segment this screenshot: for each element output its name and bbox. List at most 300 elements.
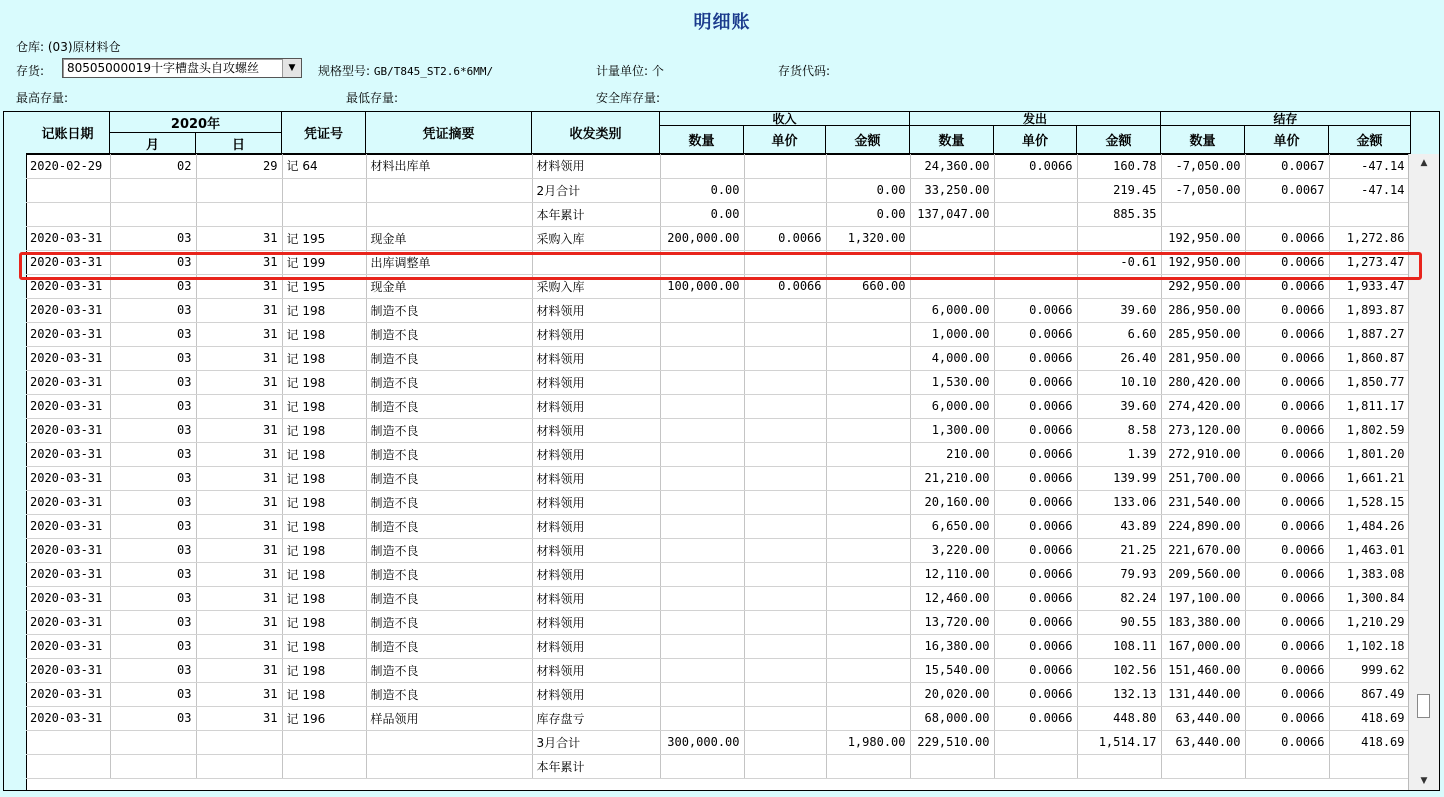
cell-date: 2020-03-31 <box>26 586 110 610</box>
header-day: 日 <box>196 133 282 154</box>
cell-issue-qty: 21,210.00 <box>910 466 994 490</box>
cell-issue-qty: 6,650.00 <box>910 514 994 538</box>
cell-voucher-no: 记 198 <box>282 538 366 562</box>
table-row[interactable] <box>26 418 1409 442</box>
cell-issue-amount: 219.45 <box>1077 178 1161 202</box>
cell-issue-qty: 15,540.00 <box>910 658 994 682</box>
cell-issue-amount <box>1077 274 1161 298</box>
table-row[interactable] <box>26 706 1409 730</box>
cell-issue-price <box>994 250 1077 274</box>
cell-issue-amount: 160.78 <box>1077 154 1161 178</box>
cell-issue-price: 0.0066 <box>994 514 1077 538</box>
cell-issue-price: 0.0066 <box>994 490 1077 514</box>
cell-issue-amount <box>1077 226 1161 250</box>
cell-income-price <box>744 538 826 562</box>
cell-month: 03 <box>110 418 196 442</box>
cell-voucher-no: 记 198 <box>282 610 366 634</box>
cell-income-qty <box>660 586 744 610</box>
cell-category: 材料领用 <box>532 682 660 706</box>
cell-day: 31 <box>196 706 282 730</box>
cell-income-amount: 0.00 <box>826 178 910 202</box>
cell-summary: 出库调整单 <box>366 250 532 274</box>
cell-summary: 制造不良 <box>366 586 532 610</box>
header-income-price: 单价 <box>744 126 826 154</box>
header-issue-amount: 金额 <box>1077 126 1161 154</box>
cell-balance-qty: 221,670.00 <box>1161 538 1245 562</box>
max-stock-label: 最高存量: <box>16 91 69 105</box>
cell-day: 29 <box>196 154 282 178</box>
cell-summary: 制造不良 <box>366 538 532 562</box>
warehouse-info <box>16 38 121 55</box>
cell-category: 本年累计 <box>532 754 660 778</box>
cell-balance-price: 0.0066 <box>1245 322 1329 346</box>
cell-issue-qty: 20,160.00 <box>910 490 994 514</box>
cell-category: 采购入库 <box>532 274 660 298</box>
table-row[interactable] <box>26 754 1409 778</box>
cell-issue-amount: 139.99 <box>1077 466 1161 490</box>
table-row[interactable] <box>26 370 1409 394</box>
cell-balance-amount: 1,801.20 <box>1329 442 1409 466</box>
header-month: 月 <box>110 133 196 154</box>
cell-issue-qty: 16,380.00 <box>910 634 994 658</box>
cell-voucher-no: 记 198 <box>282 634 366 658</box>
cell-income-amount <box>826 754 910 778</box>
cell-issue-amount: 448.80 <box>1077 706 1161 730</box>
table-row[interactable] <box>26 178 1409 202</box>
cell-balance-qty: 63,440.00 <box>1161 730 1245 754</box>
table-row[interactable] <box>26 442 1409 466</box>
cell-issue-price <box>994 226 1077 250</box>
table-row[interactable] <box>26 154 1409 178</box>
cell-balance-qty: 251,700.00 <box>1161 466 1245 490</box>
cell-income-price <box>744 442 826 466</box>
cell-income-price <box>744 610 826 634</box>
cell-voucher-no <box>282 730 366 754</box>
cell-voucher-no: 记 196 <box>282 706 366 730</box>
table-row[interactable] <box>26 658 1409 682</box>
cell-month: 03 <box>110 538 196 562</box>
cell-issue-price <box>994 754 1077 778</box>
warehouse-label: 仓库: <box>16 40 45 54</box>
cell-summary: 制造不良 <box>366 298 532 322</box>
scroll-thumb[interactable] <box>1417 694 1430 718</box>
cell-issue-amount: -0.61 <box>1077 250 1161 274</box>
table-row[interactable] <box>26 466 1409 490</box>
scroll-down-icon[interactable]: ▼ <box>1420 776 1428 786</box>
cell-issue-qty: 6,000.00 <box>910 394 994 418</box>
table-row[interactable] <box>26 634 1409 658</box>
cell-issue-price: 0.0066 <box>994 466 1077 490</box>
cell-date: 2020-03-31 <box>26 658 110 682</box>
cell-summary: 现金单 <box>366 274 532 298</box>
cell-month: 03 <box>110 634 196 658</box>
cell-issue-amount: 10.10 <box>1077 370 1161 394</box>
cell-balance-amount: -47.14 <box>1329 154 1409 178</box>
cell-balance-price: 0.0066 <box>1245 730 1329 754</box>
table-row[interactable] <box>26 610 1409 634</box>
cell-day: 31 <box>196 442 282 466</box>
cell-balance-amount: 1,661.21 <box>1329 466 1409 490</box>
cell-balance-amount: 1,893.87 <box>1329 298 1409 322</box>
cell-voucher-no: 记 64 <box>282 154 366 178</box>
cell-category <box>532 250 660 274</box>
cell-summary: 样品领用 <box>366 706 532 730</box>
cell-day <box>196 754 282 778</box>
cell-voucher-no: 记 198 <box>282 346 366 370</box>
cell-income-amount <box>826 370 910 394</box>
cell-date: 2020-03-31 <box>26 370 110 394</box>
cell-date: 2020-03-31 <box>26 442 110 466</box>
unit-info <box>596 62 664 79</box>
cell-balance-price: 0.0066 <box>1245 658 1329 682</box>
cell-balance-price: 0.0066 <box>1245 250 1329 274</box>
cell-issue-qty <box>910 274 994 298</box>
table-row[interactable] <box>26 298 1409 322</box>
cell-summary: 制造不良 <box>366 610 532 634</box>
warehouse-value: (03)原材料仓 <box>47 40 121 54</box>
cell-issue-price: 0.0066 <box>994 154 1077 178</box>
cell-day: 31 <box>196 610 282 634</box>
cell-day: 31 <box>196 226 282 250</box>
cell-summary <box>366 202 532 226</box>
header-issue: 发出 <box>910 112 1161 126</box>
cell-issue-amount: 1,514.17 <box>1077 730 1161 754</box>
cell-issue-amount: 39.60 <box>1077 394 1161 418</box>
cell-category: 材料领用 <box>532 634 660 658</box>
cell-balance-price: 0.0067 <box>1245 154 1329 178</box>
cell-balance-amount: 867.49 <box>1329 682 1409 706</box>
cell-issue-qty: 33,250.00 <box>910 178 994 202</box>
cell-summary: 制造不良 <box>366 322 532 346</box>
cell-issue-qty: 1,300.00 <box>910 418 994 442</box>
cell-balance-qty: 274,420.00 <box>1161 394 1245 418</box>
cell-issue-amount: 8.58 <box>1077 418 1161 442</box>
cell-month: 03 <box>110 250 196 274</box>
cell-balance-qty: 151,460.00 <box>1161 658 1245 682</box>
cell-income-amount <box>826 658 910 682</box>
cell-income-qty <box>660 370 744 394</box>
cell-month: 03 <box>110 274 196 298</box>
cell-income-qty <box>660 634 744 658</box>
cell-income-qty <box>660 538 744 562</box>
cell-balance-qty: 231,540.00 <box>1161 490 1245 514</box>
cell-issue-price: 0.0066 <box>994 562 1077 586</box>
code-label: 存货代码: <box>778 64 831 78</box>
cell-issue-price: 0.0066 <box>994 322 1077 346</box>
cell-income-price <box>744 322 826 346</box>
cell-issue-amount: 26.40 <box>1077 346 1161 370</box>
cell-day: 31 <box>196 346 282 370</box>
cell-issue-amount: 21.25 <box>1077 538 1161 562</box>
cell-month: 03 <box>110 514 196 538</box>
cell-balance-qty: 197,100.00 <box>1161 586 1245 610</box>
cell-income-amount <box>826 466 910 490</box>
cell-day: 31 <box>196 562 282 586</box>
cell-month <box>110 202 196 226</box>
cell-date: 2020-03-31 <box>26 250 110 274</box>
cell-balance-amount: 1,802.59 <box>1329 418 1409 442</box>
cell-voucher-no: 记 198 <box>282 298 366 322</box>
cell-category: 材料领用 <box>532 658 660 682</box>
cell-income-amount <box>826 346 910 370</box>
cell-date: 2020-03-31 <box>26 346 110 370</box>
cell-balance-amount <box>1329 202 1409 226</box>
cell-income-qty <box>660 154 744 178</box>
cell-voucher-no <box>282 178 366 202</box>
table-row[interactable] <box>26 562 1409 586</box>
header-issue-price: 单价 <box>994 126 1077 154</box>
cell-voucher-no: 记 198 <box>282 658 366 682</box>
cell-balance-qty: 281,950.00 <box>1161 346 1245 370</box>
cell-summary: 制造不良 <box>366 394 532 418</box>
cell-balance-qty: 192,950.00 <box>1161 250 1245 274</box>
cell-category: 3月合计 <box>532 730 660 754</box>
cell-category: 材料领用 <box>532 370 660 394</box>
header-balance: 结存 <box>1161 112 1411 126</box>
cell-balance-price <box>1245 202 1329 226</box>
cell-summary: 制造不良 <box>366 682 532 706</box>
cell-income-price <box>744 178 826 202</box>
cell-month: 03 <box>110 490 196 514</box>
cell-income-price <box>744 418 826 442</box>
cell-balance-qty: 167,000.00 <box>1161 634 1245 658</box>
cell-summary: 现金单 <box>366 226 532 250</box>
cell-summary: 材料出库单 <box>366 154 532 178</box>
cell-issue-price <box>994 202 1077 226</box>
cell-balance-amount: -47.14 <box>1329 178 1409 202</box>
table-row[interactable] <box>26 514 1409 538</box>
cell-balance-amount: 1,272.86 <box>1329 226 1409 250</box>
cell-balance-amount: 1,102.18 <box>1329 634 1409 658</box>
cell-month: 03 <box>110 562 196 586</box>
cell-issue-amount: 6.60 <box>1077 322 1161 346</box>
cell-summary: 制造不良 <box>366 442 532 466</box>
cell-income-qty <box>660 682 744 706</box>
cell-issue-qty: 137,047.00 <box>910 202 994 226</box>
cell-issue-price: 0.0066 <box>994 706 1077 730</box>
cell-category: 2月合计 <box>532 178 660 202</box>
cell-income-amount <box>826 394 910 418</box>
cell-income-price <box>744 202 826 226</box>
spec-info <box>318 62 493 79</box>
cell-summary: 制造不良 <box>366 418 532 442</box>
table-row[interactable] <box>26 274 1409 298</box>
cell-month: 03 <box>110 226 196 250</box>
cell-balance-qty: 131,440.00 <box>1161 682 1245 706</box>
cell-income-qty <box>660 658 744 682</box>
header-date: 记账日期 <box>26 112 110 154</box>
cell-category: 本年累计 <box>532 202 660 226</box>
cell-income-qty <box>660 346 744 370</box>
cell-issue-qty <box>910 226 994 250</box>
cell-balance-price: 0.0066 <box>1245 610 1329 634</box>
cell-month: 03 <box>110 610 196 634</box>
cell-balance-price: 0.0066 <box>1245 514 1329 538</box>
cell-income-qty: 300,000.00 <box>660 730 744 754</box>
cell-income-price <box>744 154 826 178</box>
cell-category: 材料领用 <box>532 298 660 322</box>
cell-income-price <box>744 706 826 730</box>
cell-income-amount: 660.00 <box>826 274 910 298</box>
cell-day: 31 <box>196 466 282 490</box>
cell-balance-price: 0.0066 <box>1245 706 1329 730</box>
cell-issue-amount: 90.55 <box>1077 610 1161 634</box>
cell-category: 材料领用 <box>532 490 660 514</box>
cell-balance-amount: 1,300.84 <box>1329 586 1409 610</box>
cell-income-qty <box>660 514 744 538</box>
cell-balance-price: 0.0066 <box>1245 274 1329 298</box>
cell-balance-price: 0.0066 <box>1245 346 1329 370</box>
cell-income-qty <box>660 418 744 442</box>
cell-issue-price <box>994 178 1077 202</box>
header-issue-qty: 数量 <box>910 126 994 154</box>
cell-income-price <box>744 658 826 682</box>
cell-issue-price <box>994 730 1077 754</box>
cell-issue-amount: 39.60 <box>1077 298 1161 322</box>
row-indicator-gutter <box>4 112 27 790</box>
cell-income-amount: 0.00 <box>826 202 910 226</box>
cell-balance-qty: 280,420.00 <box>1161 370 1245 394</box>
cell-balance-price: 0.0066 <box>1245 226 1329 250</box>
cell-voucher-no <box>282 754 366 778</box>
cell-voucher-no: 记 195 <box>282 274 366 298</box>
inventory-select[interactable] <box>62 58 302 78</box>
cell-date: 2020-03-31 <box>26 226 110 250</box>
page-title: 明细账 <box>693 12 751 33</box>
cell-month: 03 <box>110 586 196 610</box>
table-row[interactable] <box>26 322 1409 346</box>
table-row[interactable] <box>26 538 1409 562</box>
cell-income-price <box>744 466 826 490</box>
cell-issue-amount: 885.35 <box>1077 202 1161 226</box>
spec-value: GB/T845_ST2.6*6MM/ <box>373 65 494 78</box>
cell-income-qty <box>660 706 744 730</box>
cell-income-amount <box>826 514 910 538</box>
cell-voucher-no: 记 198 <box>282 490 366 514</box>
header-income-amount: 金额 <box>826 126 910 154</box>
cell-issue-qty: 229,510.00 <box>910 730 994 754</box>
cell-income-qty <box>660 250 744 274</box>
cell-balance-amount: 1,933.47 <box>1329 274 1409 298</box>
cell-issue-qty: 12,460.00 <box>910 586 994 610</box>
cell-income-amount <box>826 538 910 562</box>
cell-balance-price: 0.0066 <box>1245 562 1329 586</box>
cell-summary <box>366 754 532 778</box>
cell-date <box>26 754 110 778</box>
cell-date: 2020-03-31 <box>26 610 110 634</box>
cell-income-price <box>744 730 826 754</box>
cell-issue-amount <box>1077 754 1161 778</box>
cell-income-amount <box>826 298 910 322</box>
table-row[interactable] <box>26 250 1409 274</box>
cell-voucher-no: 记 199 <box>282 250 366 274</box>
cell-voucher-no: 记 195 <box>282 226 366 250</box>
cell-month: 03 <box>110 394 196 418</box>
cell-category: 材料领用 <box>532 514 660 538</box>
cell-day <box>196 730 282 754</box>
table-row[interactable] <box>26 730 1409 754</box>
table-row[interactable] <box>26 226 1409 250</box>
cell-balance-amount: 1,273.47 <box>1329 250 1409 274</box>
cell-issue-price: 0.0066 <box>994 442 1077 466</box>
ledger-grid <box>3 111 1440 791</box>
cell-income-amount <box>826 634 910 658</box>
table-row[interactable] <box>26 586 1409 610</box>
grid-header <box>26 112 1439 155</box>
cell-balance-qty: 285,950.00 <box>1161 322 1245 346</box>
cell-income-qty <box>660 466 744 490</box>
cell-issue-price: 0.0066 <box>994 634 1077 658</box>
cell-income-amount <box>826 706 910 730</box>
table-row[interactable] <box>26 202 1409 226</box>
cell-issue-qty: 1,530.00 <box>910 370 994 394</box>
cell-month: 03 <box>110 706 196 730</box>
cell-issue-price: 0.0066 <box>994 586 1077 610</box>
cell-income-qty: 200,000.00 <box>660 226 744 250</box>
cell-date <box>26 178 110 202</box>
cell-date: 2020-03-31 <box>26 682 110 706</box>
cell-date: 2020-03-31 <box>26 490 110 514</box>
table-row[interactable] <box>26 394 1409 418</box>
cell-balance-price: 0.0066 <box>1245 682 1329 706</box>
cell-balance-amount: 418.69 <box>1329 730 1409 754</box>
cell-balance-qty: 209,560.00 <box>1161 562 1245 586</box>
scroll-up-icon[interactable]: ▲ <box>1420 158 1428 168</box>
cell-day: 31 <box>196 322 282 346</box>
cell-issue-price: 0.0066 <box>994 298 1077 322</box>
header-category: 收发类别 <box>532 112 660 154</box>
cell-income-qty: 100,000.00 <box>660 274 744 298</box>
cell-income-amount <box>826 610 910 634</box>
cell-month: 03 <box>110 682 196 706</box>
cell-issue-price: 0.0066 <box>994 682 1077 706</box>
cell-income-price <box>744 514 826 538</box>
cell-balance-price: 0.0066 <box>1245 490 1329 514</box>
cell-date: 2020-03-31 <box>26 562 110 586</box>
cell-income-amount <box>826 490 910 514</box>
vertical-scrollbar[interactable] <box>1408 154 1439 790</box>
cell-issue-qty: 4,000.00 <box>910 346 994 370</box>
cell-balance-price: 0.0066 <box>1245 634 1329 658</box>
cell-category: 材料领用 <box>532 418 660 442</box>
cell-month: 03 <box>110 442 196 466</box>
cell-date: 2020-03-31 <box>26 514 110 538</box>
chevron-down-icon[interactable]: ▼ <box>282 59 301 77</box>
cell-voucher-no: 记 198 <box>282 562 366 586</box>
cell-date: 2020-03-31 <box>26 634 110 658</box>
cell-issue-amount: 102.56 <box>1077 658 1161 682</box>
cell-issue-qty: 13,720.00 <box>910 610 994 634</box>
cell-income-price <box>744 586 826 610</box>
cell-income-price <box>744 682 826 706</box>
cell-category: 材料领用 <box>532 610 660 634</box>
cell-issue-qty: 6,000.00 <box>910 298 994 322</box>
cell-issue-amount: 43.89 <box>1077 514 1161 538</box>
cell-balance-price: 0.0066 <box>1245 370 1329 394</box>
cell-day: 31 <box>196 538 282 562</box>
table-row[interactable] <box>26 346 1409 370</box>
cell-day <box>196 178 282 202</box>
table-row[interactable] <box>26 490 1409 514</box>
cell-day: 31 <box>196 274 282 298</box>
table-row[interactable] <box>26 682 1409 706</box>
cell-income-qty <box>660 754 744 778</box>
cell-issue-price: 0.0066 <box>994 370 1077 394</box>
cell-income-price <box>744 370 826 394</box>
cell-summary: 制造不良 <box>366 490 532 514</box>
header-income: 收入 <box>660 112 910 126</box>
cell-income-price <box>744 346 826 370</box>
